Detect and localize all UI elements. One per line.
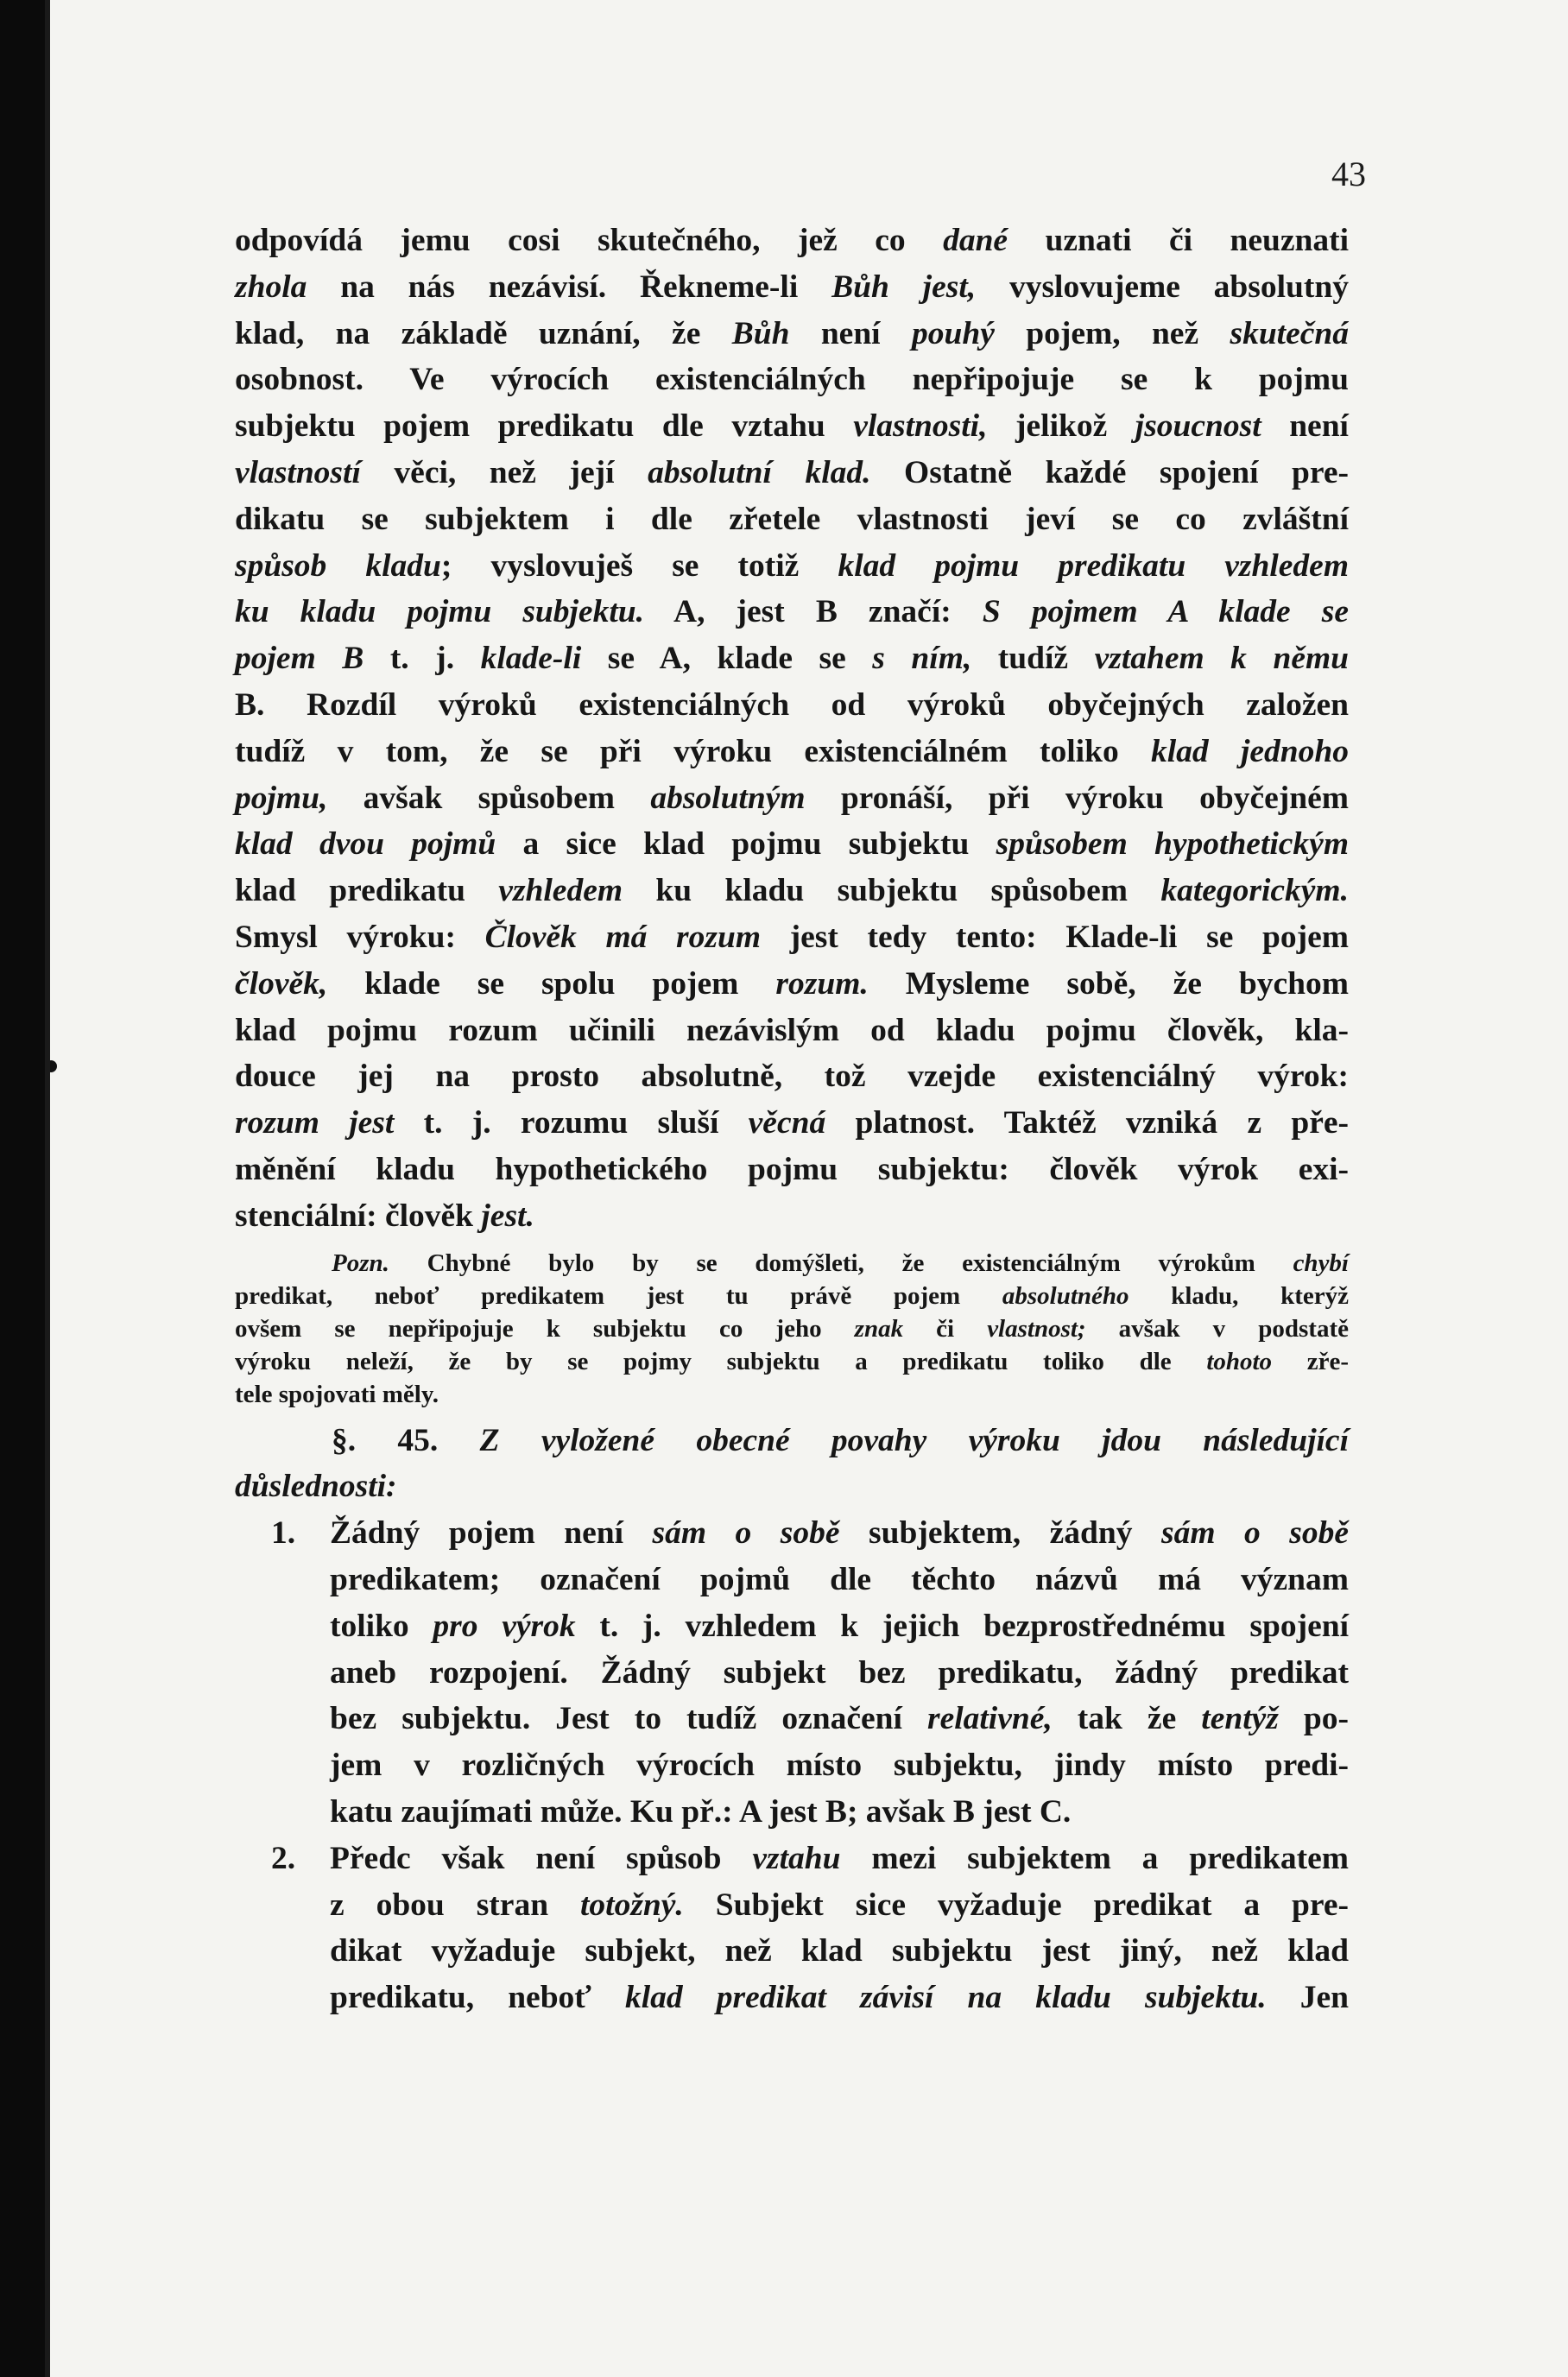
text-line — [235, 1696, 1349, 1742]
italic-run: zhola — [235, 269, 307, 305]
italic-run: spůsob kladu — [235, 547, 441, 584]
italic-run: vlastnost; — [987, 1314, 1086, 1343]
text-line — [235, 868, 1349, 914]
text-run: jest tedy tento: Klade-li se pojem — [761, 919, 1349, 955]
italic-run: rozum. — [775, 965, 869, 1002]
italic-run: chybí — [1293, 1249, 1349, 1277]
italic-run: znak — [854, 1314, 904, 1343]
text-run: katu zaujímati může. Ku př.: A jest B; avšak B jest C. — [330, 1793, 1072, 1830]
text-run: t. j. — [364, 641, 481, 677]
text-run: Žádný pojem není — [330, 1515, 653, 1552]
italic-run: ku kladu pojmu subjektu. — [235, 594, 644, 630]
text-run: ku kladu subjektu spůsobem — [623, 873, 1161, 909]
text-run: po- — [1278, 1701, 1349, 1737]
text-line — [235, 821, 1349, 868]
italic-run: vzhledem — [498, 873, 623, 909]
text-line — [235, 1650, 1349, 1697]
text-run: klade se spolu pojem — [327, 965, 776, 1002]
text-line — [235, 1147, 1349, 1193]
text-line — [235, 775, 1349, 822]
text-run: dikatu se subjektem i dle zřetele vlastnosti jeví se co zvláštní — [235, 501, 1349, 537]
italic-run: absolutní klad. — [648, 454, 871, 490]
page-number: 43 — [1331, 155, 1366, 193]
text-run: z obou stran — [330, 1887, 580, 1923]
italic-run: klad predikat závisí na kladu subjektu. — [624, 1980, 1267, 2016]
text-run: predikat, neboť predikatem jest tu právě pojem — [235, 1281, 1002, 1310]
text-run: Subjekt sice vyžaduje predikat a pre- — [683, 1887, 1350, 1923]
italic-run: jest. — [481, 1198, 534, 1234]
italic-run: S pojmem A klade se — [982, 594, 1349, 630]
italic-run: vlastností — [235, 454, 361, 490]
text-line — [235, 218, 1349, 264]
text-run: odpovídá jemu cosi skutečného, jež co — [235, 223, 944, 258]
text-line — [235, 543, 1349, 590]
text-run: ovšem se nepřipojuje k subjektu co jeho — [235, 1314, 855, 1343]
text-run: A, jest B značí: — [643, 594, 983, 630]
text-run: Jen — [1266, 1980, 1349, 2016]
text-run: douce jej na prosto absolutně, tož vzejde existenciálný výrok: — [235, 1059, 1349, 1095]
text-line — [235, 682, 1349, 729]
section-heading — [235, 1418, 1349, 1511]
italic-run: tohoto — [1206, 1347, 1273, 1375]
text-run: stenciální: člověk — [235, 1198, 482, 1234]
list-item — [235, 1510, 1349, 1836]
text-line — [235, 1789, 1349, 1836]
text-run: B. Rozdíl výroků existenciálných od výroků obyčejných založen — [235, 686, 1349, 723]
text-line — [235, 1463, 1349, 1510]
text-run: klad, na základě uznání, že — [235, 315, 732, 351]
italic-run: absolutným — [650, 780, 806, 816]
text-run: platnost. Taktéž vzniká z pře- — [825, 1105, 1350, 1141]
italic-run: důslednosti: — [235, 1469, 397, 1505]
text-run: osobnost. Ve výrocích existenciálných nepřipojuje se k pojmu — [235, 362, 1349, 398]
text-line — [235, 1378, 1349, 1411]
text-line — [235, 496, 1349, 543]
text-line — [235, 1100, 1349, 1147]
italic-run: sám o sobě — [1160, 1515, 1350, 1552]
text-run: Předc však není spůsob — [330, 1840, 753, 1876]
text-run: na nás nezávisí. Řekneme-li — [307, 269, 832, 305]
text-line — [235, 1418, 1349, 1464]
italic-run: absolutného — [1002, 1281, 1129, 1310]
text-line — [235, 589, 1349, 635]
text-run: toliko — [330, 1608, 433, 1644]
text-run: vyslovujeme absolutný — [976, 269, 1349, 305]
italic-run: klade-li — [480, 641, 582, 677]
italic-run: Pozn. — [332, 1249, 389, 1277]
text-run: jelikož — [987, 408, 1135, 445]
text-run: predikatu, neboť — [330, 1980, 625, 2016]
italic-run: kategorickým. — [1160, 873, 1349, 909]
italic-run: sám o sobě — [652, 1515, 840, 1552]
text-run: Ostatně každé spojení pre- — [870, 454, 1349, 490]
text-run: klad pojmu rozum učinili nezávislým od kladu pojmu člověk, kla- — [235, 1012, 1349, 1048]
text-line — [235, 1280, 1349, 1312]
italic-run: vlastnosti, — [853, 408, 988, 445]
text-run: ; vyslovuješ se totiž — [440, 547, 838, 584]
italic-run: klad pojmu predikatu vzhledem — [838, 547, 1349, 584]
text-run: bez subjektu. Jest to tudíž označení — [330, 1701, 927, 1737]
text-run: věci, než její — [360, 454, 648, 490]
text-run: subjektem, žádný — [839, 1515, 1161, 1552]
italic-run: tentýž — [1201, 1701, 1279, 1737]
text-line — [235, 635, 1349, 682]
text-line — [235, 729, 1349, 775]
italic-run: pojem B — [235, 641, 364, 677]
text-line — [235, 1882, 1349, 1929]
text-line — [235, 403, 1349, 450]
italic-run: vztahem k němu — [1094, 641, 1349, 677]
text-line — [235, 450, 1349, 496]
paragraph-main — [235, 218, 1349, 1240]
italic-run: člověk, — [235, 965, 328, 1002]
text-run: predikatem; označení pojmů dle těchto názvů má význam — [330, 1561, 1349, 1597]
text-line — [235, 1742, 1349, 1789]
text-line — [235, 1975, 1349, 2021]
italic-run: skutečná — [1230, 315, 1349, 351]
italic-run: Z vyložené obecné povahy výroku jdou následující — [479, 1422, 1349, 1458]
text-run: či — [903, 1314, 988, 1343]
italic-run: Bůh — [731, 315, 790, 351]
italic-run: rozum jest — [235, 1105, 395, 1141]
text-run: zře- — [1272, 1347, 1349, 1375]
text-run: a sice klad pojmu subjektu — [496, 826, 996, 863]
text-run: se A, klade se — [581, 641, 873, 677]
italic-run: pojmu, — [235, 780, 328, 816]
text-line — [235, 1008, 1349, 1054]
text-run: subjektu pojem predikatu dle vztahu — [235, 408, 854, 445]
text-line — [235, 961, 1349, 1008]
text-run: kladu, kterýž — [1129, 1281, 1350, 1310]
italic-run: totožný. — [579, 1887, 684, 1923]
binding-mark — [45, 1060, 57, 1072]
text-line — [235, 1510, 1349, 1557]
text-run: uznati či neuznati — [1008, 223, 1349, 258]
text-run: t. j. vzhledem k jejich bezprostřednému spojení — [575, 1608, 1349, 1644]
text-run: tudíž — [971, 641, 1095, 677]
text-run: Chybné bylo by se domýšleti, že existenciálným výrokům — [389, 1249, 1293, 1277]
italic-run: klad jednoho — [1151, 733, 1349, 769]
text-line — [235, 357, 1349, 403]
book-page — [45, 0, 1568, 2377]
text-run: tudíž v tom, že se při výroku existenciálném toliko — [235, 733, 1151, 769]
text-run: není — [1261, 408, 1349, 445]
text-run: Smysl výroku: — [235, 919, 485, 955]
text-run: výroku neleží, že by se pojmy subjektu a predikatu toliko dle — [235, 1347, 1207, 1375]
numbered-list — [235, 1510, 1349, 2021]
text-run: Mysleme sobě, že bychom — [868, 965, 1349, 1002]
text-run: mezi subjektem a predikatem — [840, 1840, 1349, 1876]
italic-run: s ním, — [872, 641, 972, 677]
text-run: klad predikatu — [235, 873, 499, 909]
italic-run: pro výrok — [433, 1608, 576, 1644]
text-run: t. j. rozumu sluší — [394, 1105, 749, 1141]
text-line — [235, 1557, 1349, 1603]
italic-run: věcná — [748, 1105, 826, 1141]
text-run: dikat vyžaduje subjekt, než klad subjektu jest jiný, než klad — [330, 1933, 1349, 1969]
italic-run: jsoucnost — [1135, 408, 1261, 445]
text-line — [235, 1193, 1349, 1240]
text-run: tak že — [1052, 1701, 1202, 1737]
text-line — [235, 1345, 1349, 1378]
text-line — [235, 914, 1349, 961]
list-number: 2. — [271, 1840, 296, 1876]
text-run: měnění kladu hypothetického pojmu subjektu: člověk výrok exi- — [235, 1151, 1349, 1187]
text-line — [235, 1247, 1349, 1280]
italic-run: spůsobem hypothetickým — [996, 826, 1349, 863]
text-run: není — [789, 315, 912, 351]
page-text — [235, 218, 1349, 2021]
text-line — [235, 1312, 1349, 1345]
text-line — [235, 311, 1349, 357]
list-item — [235, 1836, 1349, 2021]
text-run: tele spojovati měly. — [235, 1380, 439, 1408]
text-line — [235, 264, 1349, 311]
text-run: §. 45. — [332, 1422, 480, 1458]
list-number: 1. — [271, 1515, 296, 1552]
footnote-pozn — [235, 1247, 1349, 1411]
italic-run: pouhý — [911, 315, 995, 351]
text-line — [235, 1603, 1349, 1650]
text-run: pojem, než — [994, 315, 1230, 351]
text-run: avšak spůsobem — [327, 780, 651, 816]
text-run: avšak v podstatě — [1085, 1314, 1349, 1343]
italic-run: vztahu — [752, 1840, 841, 1876]
text-line — [235, 1836, 1349, 1882]
italic-run: dané — [943, 223, 1008, 258]
text-run: jem v rozličných výrocích místo subjektu, jindy místo predi- — [330, 1748, 1349, 1784]
text-run: pronáší, při výroku obyčejném — [805, 780, 1349, 816]
text-line — [235, 1053, 1349, 1100]
italic-run: relativné, — [926, 1701, 1053, 1737]
text-run: aneb rozpojení. Žádný subjekt bez predikatu, žádný predikat — [330, 1654, 1349, 1691]
text-line — [235, 1928, 1349, 1975]
italic-run: klad dvou pojmů — [235, 826, 496, 863]
italic-run: Bůh jest, — [831, 269, 977, 305]
italic-run: Člověk má rozum — [484, 919, 762, 955]
